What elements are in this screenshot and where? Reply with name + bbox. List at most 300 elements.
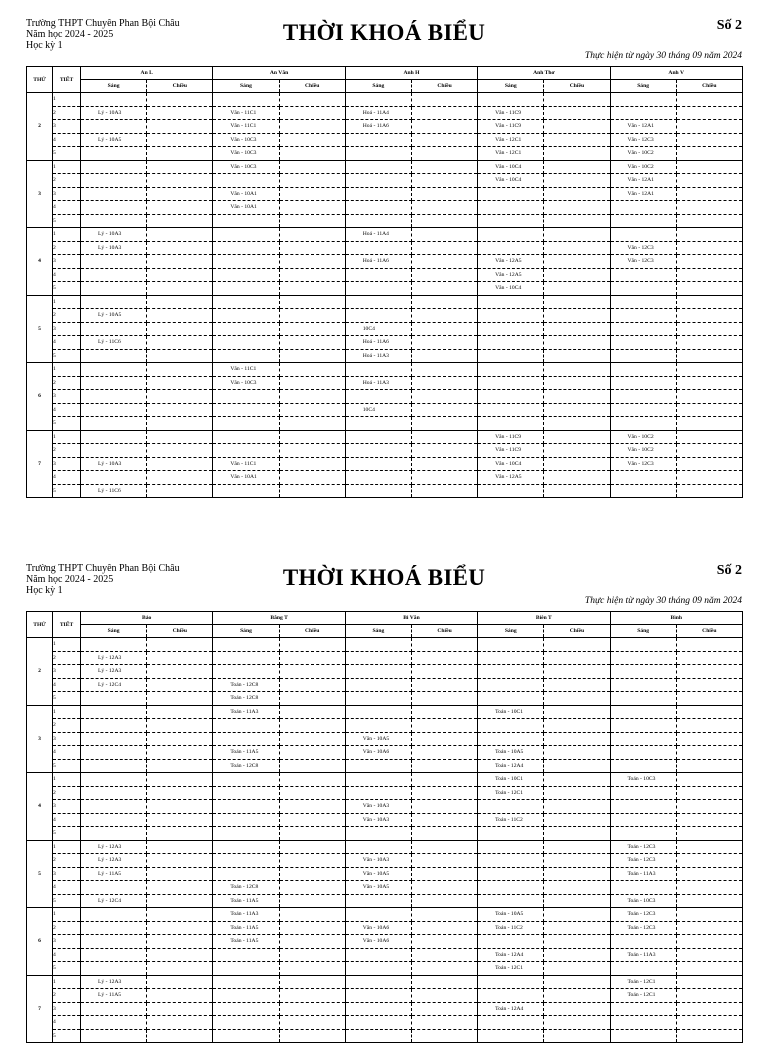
schedule-cell-chieu [544,295,610,309]
table-row [27,336,743,350]
schedule-cell-chieu [279,732,345,746]
period-number: 5 [53,214,81,228]
schedule-cell-chieu [544,881,610,895]
schedule-cell-chieu [411,678,477,692]
schedule-cell-chieu [411,1002,477,1016]
schedule-cell-sang [81,719,147,733]
schedule-cell-chieu [279,214,345,228]
schedule-cell-chieu [147,962,213,976]
schedule-cell-sang: Văn - 11C1 [213,363,279,377]
schedule-cell-chieu [147,638,213,652]
schedule-cell-chieu [279,295,345,309]
schedule-cell-sang [610,1016,676,1030]
schedule-cell-sang [81,295,147,309]
schedule-cell-sang [81,417,147,431]
schedule-cell-chieu [544,1002,610,1016]
schedule-cell-chieu [544,800,610,814]
schedule-cell-sang: Văn - 10A5 [345,732,411,746]
schedule-cell-chieu [147,921,213,935]
schedule-cell-sang [478,1029,544,1043]
schedule-cell-sang: Văn - 12C3 [610,457,676,471]
schedule-cell-sang [213,295,279,309]
schedule-cell-chieu [411,390,477,404]
schedule-cell-sang [345,1002,411,1016]
page-header [26,18,742,66]
schedule-cell-chieu [279,908,345,922]
schedule-cell-sang [213,800,279,814]
day-cell: 6 [27,908,53,976]
period-number: 3 [53,1002,81,1016]
schedule-cell-sang [478,390,544,404]
period-number: 2 [53,241,81,255]
schedule-cell-chieu [147,214,213,228]
schedule-cell-sang [213,962,279,976]
schedule-cell-sang [610,732,676,746]
schedule-cell-sang [610,295,676,309]
schedule-cell-sang [478,638,544,652]
period-number: 1 [53,705,81,719]
schedule-cell-sang: Văn - 10C3 [213,147,279,161]
session-header-sang: Sáng [610,80,676,93]
period-number: 2 [53,309,81,323]
schedule-cell-chieu [147,133,213,147]
table-row [27,174,743,188]
schedule-cell-chieu [676,651,742,665]
page-title: THỜI KHOÁ BIỂU [282,20,486,45]
schedule-cell-chieu [147,935,213,949]
period-number: 4 [53,201,81,215]
session-header-sang: Sáng [478,625,544,638]
schedule-cell-chieu [544,390,610,404]
schedule-cell-sang: Văn - 11C1 [213,457,279,471]
session-header-chieu: Chiều [544,625,610,638]
schedule-cell-sang [345,665,411,679]
school-year: Năm học 2024 - 2025 [26,574,114,585]
schedule-cell-sang [610,484,676,498]
day-cell: 3 [27,705,53,773]
schedule-cell-sang [478,827,544,841]
period-number: 1 [53,840,81,854]
schedule-cell-chieu [147,403,213,417]
schedule-cell-chieu [279,989,345,1003]
schedule-cell-chieu [279,336,345,350]
schedule-cell-sang [345,827,411,841]
table-row [27,363,743,377]
schedule-cell-sang [213,349,279,363]
period-number: 2 [53,174,81,188]
period-number: 1 [53,975,81,989]
schedule-cell-sang [81,786,147,800]
schedule-cell-sang [81,1029,147,1043]
table-row [27,894,743,908]
schedule-cell-sang [610,881,676,895]
schedule-cell-chieu [279,854,345,868]
day-cell: 5 [27,295,53,363]
schedule-cell-chieu [411,975,477,989]
schedule-cell-sang [478,484,544,498]
teacher-header: An Văn [213,67,345,80]
period-number: 2 [53,989,81,1003]
table-row [27,759,743,773]
schedule-cell-chieu [676,228,742,242]
schedule-cell-sang: Văn - 10A3 [345,813,411,827]
schedule-cell-sang [345,417,411,431]
schedule-cell-chieu [411,322,477,336]
schedule-cell-chieu [411,908,477,922]
schedule-cell-chieu [279,187,345,201]
schedule-cell-sang: Văn - 10C2 [610,147,676,161]
schedule-cell-chieu [544,228,610,242]
schedule-cell-sang [81,759,147,773]
schedule-cell-chieu [676,719,742,733]
schedule-cell-sang: Hoá - 11A3 [345,376,411,390]
schedule-cell-chieu [411,773,477,787]
schedule-cell-sang [213,403,279,417]
schedule-cell-chieu [676,255,742,269]
schedule-cell-sang: Toán - 10C1 [478,773,544,787]
schedule-cell-sang [610,106,676,120]
schedule-cell-sang: Hoá - 11A4 [345,228,411,242]
schedule-cell-chieu [544,255,610,269]
table-row [27,309,743,323]
schedule-cell-sang: 10C4 [345,403,411,417]
schedule-cell-chieu [544,1029,610,1043]
schedule-cell-chieu [147,336,213,350]
schedule-cell-chieu [147,1016,213,1030]
header-row-sessions [27,80,743,93]
schedule-cell-sang [478,665,544,679]
schedule-cell-sang [345,840,411,854]
schedule-cell-chieu [544,444,610,458]
schedule-cell-chieu [279,719,345,733]
period-number: 4 [53,678,81,692]
schedule-cell-sang [213,268,279,282]
schedule-cell-sang [345,786,411,800]
schedule-cell-chieu [676,813,742,827]
schedule-cell-sang [478,295,544,309]
schedule-cell-chieu [279,201,345,215]
period-number: 4 [53,471,81,485]
period-number: 1 [53,228,81,242]
schedule-cell-sang [213,241,279,255]
schedule-cell-chieu [147,147,213,161]
session-header-sang: Sáng [213,80,279,93]
schedule-cell-sang: Văn - 12A5 [478,471,544,485]
period-number: 4 [53,881,81,895]
schedule-cell-sang [610,813,676,827]
schedule-cell-sang [610,935,676,949]
period-number: 1 [53,93,81,107]
period-number: 3 [53,935,81,949]
schedule-cell-sang: Văn - 12A1 [610,174,676,188]
schedule-cell-chieu [544,376,610,390]
schedule-cell-sang [213,975,279,989]
schedule-cell-sang [478,93,544,107]
schedule-cell-sang: Lý - 10A3 [81,106,147,120]
schedule-cell-sang [610,678,676,692]
schedule-cell-sang [213,1029,279,1043]
schedule-cell-sang: Văn - 10A3 [345,854,411,868]
schedule-cell-sang [213,1002,279,1016]
schedule-cell-sang [610,417,676,431]
schedule-cell-sang [81,147,147,161]
schedule-cell-chieu [147,390,213,404]
schedule-cell-sang: Văn - 10A5 [345,867,411,881]
schedule-cell-sang [478,228,544,242]
schedule-cell-sang: Lý - 12A3 [81,665,147,679]
schedule-cell-sang [213,322,279,336]
column-header-tiet: TIẾT [53,612,81,638]
schedule-cell-chieu [147,201,213,215]
schedule-cell-chieu [411,665,477,679]
day-cell: 2 [27,93,53,161]
schedule-cell-chieu [279,921,345,935]
schedule-cell-sang [81,174,147,188]
schedule-cell-sang [345,471,411,485]
table-row [27,390,743,404]
schedule-cell-sang: Toán - 12C8 [213,678,279,692]
schedule-cell-sang: Toán - 12C1 [610,975,676,989]
schedule-cell-sang [610,746,676,760]
schedule-cell-chieu [411,255,477,269]
schedule-cell-chieu [676,894,742,908]
schedule-cell-sang: Văn - 10A6 [345,746,411,760]
session-header-sang: Sáng [345,625,411,638]
schedule-cell-sang: Văn - 10A1 [213,187,279,201]
period-number: 1 [53,160,81,174]
schedule-cell-sang: 10C4 [345,322,411,336]
schedule-cell-chieu [279,106,345,120]
session-header-chieu: Chiều [544,80,610,93]
session-header-chieu: Chiều [279,625,345,638]
schedule-cell-chieu [147,430,213,444]
schedule-cell-chieu [676,638,742,652]
schedule-cell-sang: Văn - 10A3 [345,800,411,814]
schedule-cell-sang: Văn - 10C2 [610,160,676,174]
schedule-cell-chieu [411,120,477,134]
schedule-cell-chieu [676,376,742,390]
schedule-cell-sang [610,827,676,841]
schedule-cell-chieu [147,444,213,458]
schedule-cell-sang: Văn - 10C4 [478,282,544,296]
table-row [27,840,743,854]
schedule-cell-sang: Lý - 10A3 [81,457,147,471]
schedule-cell-chieu [147,349,213,363]
period-number: 2 [53,106,81,120]
schedule-cell-sang [345,309,411,323]
table-row [27,1029,743,1043]
table-row [27,881,743,895]
schedule-cell-chieu [411,403,477,417]
schedule-cell-sang: Toán - 12C1 [610,989,676,1003]
schedule-cell-chieu [411,187,477,201]
schedule-cell-sang: Văn - 11C9 [478,120,544,134]
schedule-cell-sang [345,133,411,147]
schedule-cell-chieu [411,174,477,188]
table-row [27,732,743,746]
schedule-cell-chieu [544,813,610,827]
period-number: 5 [53,962,81,976]
schedule-cell-chieu [411,295,477,309]
schedule-cell-chieu [676,935,742,949]
schedule-cell-sang: Toán - 11C2 [478,813,544,827]
schedule-cell-chieu [676,678,742,692]
schedule-cell-sang [345,93,411,107]
schedule-cell-chieu [411,692,477,706]
teacher-header: Bảo [81,612,213,625]
schedule-cell-sang [213,719,279,733]
schedule-cell-sang [610,336,676,350]
schedule-cell-chieu [147,187,213,201]
schedule-cell-sang: Lý - 12A3 [81,651,147,665]
schedule-cell-sang [345,678,411,692]
schedule-cell-chieu [279,228,345,242]
schedule-cell-chieu [147,813,213,827]
table-row [27,800,743,814]
schedule-cell-chieu [279,773,345,787]
schedule-cell-chieu [544,1016,610,1030]
schedule-cell-chieu [676,336,742,350]
schedule-cell-sang: Toán - 12A4 [478,759,544,773]
schedule-cell-sang [345,147,411,161]
schedule-cell-sang [81,948,147,962]
schedule-cell-chieu [544,678,610,692]
schedule-cell-sang [478,894,544,908]
schedule-cell-chieu [676,120,742,134]
schedule-cell-sang [81,881,147,895]
table-row [27,214,743,228]
schedule-cell-chieu [544,638,610,652]
schedule-cell-sang [610,651,676,665]
schedule-cell-sang [81,705,147,719]
period-number: 5 [53,827,81,841]
schedule-cell-sang [610,665,676,679]
schedule-cell-sang [478,417,544,431]
schedule-cell-chieu [147,732,213,746]
schedule-cell-sang: Toán - 10C3 [610,894,676,908]
schedule-cell-sang: Toán - 12A4 [478,1002,544,1016]
schedule-cell-chieu [676,759,742,773]
period-number: 1 [53,363,81,377]
table-row [27,282,743,296]
schedule-cell-chieu [147,678,213,692]
schedule-cell-sang [610,759,676,773]
schedule-cell-chieu [676,484,742,498]
schedule-cell-sang [610,471,676,485]
schedule-cell-sang [345,174,411,188]
schedule-cell-sang: Lý - 11A5 [81,989,147,1003]
schedule-cell-sang: Văn - 12A1 [610,187,676,201]
table-row [27,376,743,390]
schedule-cell-sang [610,309,676,323]
schedule-cell-sang [478,214,544,228]
period-number: 3 [53,187,81,201]
schedule-cell-chieu [676,908,742,922]
schedule-cell-sang [478,800,544,814]
session-header-chieu: Chiều [279,80,345,93]
session-header-sang: Sáng [213,625,279,638]
period-number: 2 [53,376,81,390]
schedule-cell-chieu [676,948,742,962]
table-row [27,638,743,652]
schedule-cell-sang: Lý - 12A3 [81,975,147,989]
teacher-header: An L [81,67,213,80]
schedule-cell-sang: Toán - 12C3 [610,854,676,868]
schedule-cell-chieu [544,417,610,431]
schedule-cell-chieu [147,867,213,881]
schedule-cell-sang [213,665,279,679]
schedule-cell-chieu [279,147,345,161]
schedule-cell-chieu [279,840,345,854]
schedule-cell-sang: Hoá - 11A3 [345,349,411,363]
schedule-cell-chieu [676,268,742,282]
schedule-cell-sang [345,1016,411,1030]
table-row [27,241,743,255]
schedule-cell-chieu [544,147,610,161]
schedule-cell-sang: Hoá - 11A6 [345,255,411,269]
schedule-cell-sang [213,174,279,188]
header-row-sessions [27,625,743,638]
table-row [27,187,743,201]
table-row [27,295,743,309]
schedule-cell-chieu [676,773,742,787]
schedule-cell-chieu [279,457,345,471]
schedule-cell-sang [478,989,544,1003]
schedule-cell-chieu [676,349,742,363]
schedule-cell-sang: Văn - 12C3 [610,241,676,255]
schedule-cell-chieu [279,651,345,665]
table-row [27,773,743,787]
schedule-cell-sang [345,908,411,922]
schedule-cell-sang [213,948,279,962]
table-row [27,827,743,841]
schedule-cell-chieu [676,827,742,841]
schedule-cell-sang [610,705,676,719]
schedule-cell-sang [610,201,676,215]
schedule-cell-sang [213,444,279,458]
schedule-cell-chieu [411,948,477,962]
schedule-cell-chieu [544,894,610,908]
schedule-cell-chieu [147,665,213,679]
schedule-cell-chieu [544,430,610,444]
schedule-cell-sang [478,241,544,255]
schedule-cell-chieu [411,201,477,215]
schedule-cell-chieu [544,322,610,336]
schedule-cell-sang: Toán - 11A5 [213,935,279,949]
schedule-cell-chieu [147,106,213,120]
schedule-cell-chieu [411,133,477,147]
schedule-cell-sang [213,93,279,107]
schedule-cell-sang: Văn - 10C4 [478,174,544,188]
day-cell: 7 [27,975,53,1043]
period-number: 3 [53,255,81,269]
schedule-cell-sang [610,322,676,336]
schedule-cell-sang: Lý - 12A3 [81,840,147,854]
schedule-cell-chieu [411,471,477,485]
schedule-cell-sang [478,678,544,692]
table-row [27,120,743,134]
schedule-cell-chieu [676,881,742,895]
schedule-cell-sang [213,417,279,431]
schedule-cell-chieu [411,444,477,458]
schedule-cell-chieu [147,881,213,895]
schedule-cell-chieu [279,975,345,989]
table-row [27,322,743,336]
schedule-cell-sang [81,120,147,134]
schedule-cell-sang [213,786,279,800]
schedule-cell-chieu [544,692,610,706]
schedule-cell-sang [213,228,279,242]
